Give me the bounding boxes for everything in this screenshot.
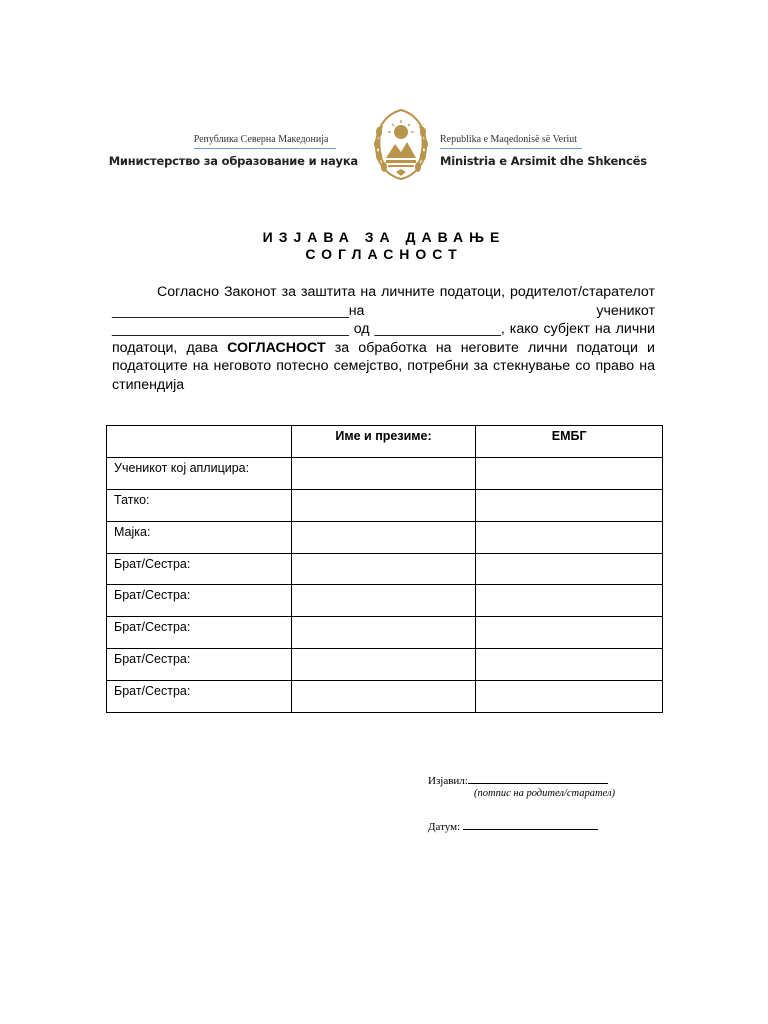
name-cell[interactable] — [291, 521, 476, 553]
embg-cell[interactable] — [476, 457, 663, 489]
table-row — [107, 649, 663, 681]
signature-field[interactable] — [468, 773, 608, 784]
table-row — [107, 617, 663, 649]
letterhead-left — [109, 129, 358, 168]
name-cell[interactable] — [291, 617, 476, 649]
table-row — [107, 521, 663, 553]
embg-cell[interactable] — [476, 617, 663, 649]
row-label: Ученикот кој аплицира: — [107, 457, 292, 489]
consent-text-part2: за обработка на неговите лични податоци и податоците на неговото потесно семејство, потребни за стекнување со право на стипендија — [112, 339, 655, 393]
document-title-line2: СОГЛАСНОСТ — [305, 246, 463, 262]
letterhead-right — [440, 129, 647, 168]
declared-label: Изјавил: — [428, 775, 468, 787]
embg-cell[interactable] — [476, 521, 663, 553]
table-row — [107, 585, 663, 617]
consent-paragraph — [112, 283, 655, 394]
date-label: Датум: — [428, 821, 461, 833]
name-cell[interactable] — [291, 585, 476, 617]
name-cell[interactable] — [291, 489, 476, 521]
ministry-name-mk: Министерство за образование и наука — [108, 154, 358, 168]
country-name-sq: Republika e Maqedonisë së Veriut — [440, 134, 582, 149]
table-header-name: Име и презиме: — [291, 426, 476, 458]
table-header-cell — [107, 426, 292, 458]
row-label: Брат/Сестра: — [107, 553, 292, 585]
row-label: Брат/Сестра: — [107, 681, 292, 713]
row-label: Мајка: — [107, 521, 292, 553]
table-row — [107, 553, 663, 585]
document-title-line1: ИЗЈАВА ЗА ДАВАЊЕ — [262, 229, 506, 245]
signature-note: (потпис на родител/старател) — [474, 788, 616, 799]
family-data-table — [106, 425, 663, 713]
coat-of-arms-icon — [368, 106, 434, 182]
table-row — [107, 457, 663, 489]
embg-cell[interactable] — [476, 489, 663, 521]
table-header-embg: ЕМБГ — [476, 426, 663, 458]
embg-cell[interactable] — [476, 649, 663, 681]
row-label: Татко: — [107, 489, 292, 521]
consent-text-part1: Согласно Законот за заштита на личните податоци, родителот/старателот ______________________________на ученикот ______________________________ од ________________, како субјект на лични податоци, дава — [112, 284, 655, 356]
row-label: Брат/Сестра: — [107, 617, 292, 649]
table-row — [107, 489, 663, 521]
name-cell[interactable] — [291, 457, 476, 489]
row-label: Брат/Сестра: — [107, 649, 292, 681]
ministry-name-sq: Ministria e Arsimit dhe Shkencës — [440, 154, 647, 168]
row-label: Брат/Сестра: — [107, 585, 292, 617]
declared-by-line — [428, 773, 608, 787]
consent-text-bold: СОГЛАСНОСТ — [227, 339, 326, 356]
table-header-row — [107, 426, 663, 458]
country-name-mk: Република Северна Македонија — [194, 134, 336, 149]
embg-cell[interactable] — [476, 585, 663, 617]
letterhead — [0, 106, 768, 186]
date-line — [428, 819, 598, 833]
name-cell[interactable] — [291, 649, 476, 681]
embg-cell[interactable] — [476, 553, 663, 585]
table-row — [107, 681, 663, 713]
name-cell[interactable] — [291, 681, 476, 713]
embg-cell[interactable] — [476, 681, 663, 713]
name-cell[interactable] — [291, 553, 476, 585]
date-field[interactable] — [463, 819, 598, 830]
